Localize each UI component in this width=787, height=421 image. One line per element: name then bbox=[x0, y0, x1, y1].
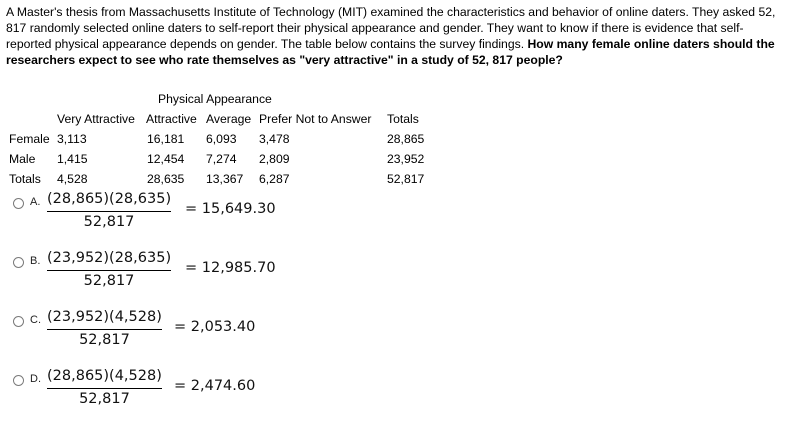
option-result: = 2,474.60 bbox=[174, 378, 256, 394]
row-label-male: Male bbox=[9, 152, 36, 166]
table-cell: 16,181 bbox=[147, 132, 185, 146]
question-body: A Master's thesis from Massachusetts Institute of Technology (MIT) examined the characteristics and behavior of online daters. They asked 52, 817 randomly selected online daters to self-report their physical appearance and gender. They want to know if there is evidence that self-reported physical appearance depends on gender. The table below contains the survey findings. bbox=[6, 5, 776, 51]
option-letter: A. bbox=[30, 196, 41, 208]
table-title: Physical Appearance bbox=[158, 92, 272, 106]
option-result: = 2,053.40 bbox=[174, 319, 256, 335]
table-cell: 52,817 bbox=[387, 172, 425, 186]
fraction bbox=[47, 190, 171, 232]
table-cell: 12,454 bbox=[147, 152, 185, 166]
fraction-bar bbox=[47, 388, 162, 389]
header-totals: Totals bbox=[387, 112, 419, 126]
fraction bbox=[47, 249, 171, 291]
numerator: (28,865)(4,528) bbox=[47, 368, 162, 384]
header-very-attractive: Very Attractive bbox=[57, 112, 135, 126]
option-result: = 12,985.70 bbox=[185, 260, 276, 276]
option-result: = 15,649.30 bbox=[185, 201, 276, 217]
fraction-bar bbox=[47, 329, 162, 330]
numerator: (23,952)(28,635) bbox=[47, 250, 172, 266]
fraction-bar bbox=[47, 270, 171, 271]
table-cell: 23,952 bbox=[387, 152, 425, 166]
table-cell: 7,274 bbox=[206, 152, 237, 166]
table-cell: 13,367 bbox=[206, 172, 244, 186]
fraction bbox=[47, 308, 162, 350]
fraction bbox=[47, 367, 162, 409]
header-prefer-not: Prefer Not to Answer bbox=[259, 112, 372, 126]
option-letter: B. bbox=[30, 255, 41, 267]
option-d[interactable] bbox=[13, 368, 313, 421]
question-prompt: How many female online daters should the researchers expect to see who rate themselves as "very attractive" in a study of 52, 817 people? bbox=[6, 37, 775, 67]
option-a[interactable] bbox=[13, 191, 313, 244]
table-cell: 3,478 bbox=[259, 132, 290, 146]
radio-button-a[interactable] bbox=[13, 198, 24, 209]
option-letter: C. bbox=[30, 314, 41, 326]
table-cell: 1,415 bbox=[57, 152, 88, 166]
radio-button-b[interactable] bbox=[13, 257, 24, 268]
row-label-female: Female bbox=[9, 132, 50, 146]
denominator: 52,817 bbox=[83, 273, 135, 289]
denominator: 52,817 bbox=[79, 332, 130, 348]
option-c[interactable] bbox=[13, 309, 313, 362]
table-cell: 6,287 bbox=[259, 172, 290, 186]
table-cell: 28,635 bbox=[147, 172, 185, 186]
radio-button-d[interactable] bbox=[13, 375, 24, 386]
table-cell: 4,528 bbox=[57, 172, 88, 186]
row-label-totals: Totals bbox=[9, 172, 41, 186]
table-cell: 28,865 bbox=[387, 132, 425, 146]
option-letter: D. bbox=[30, 373, 41, 385]
option-b[interactable] bbox=[13, 250, 313, 303]
denominator: 52,817 bbox=[83, 214, 135, 230]
table-cell: 6,093 bbox=[206, 132, 237, 146]
question-text bbox=[6, 4, 781, 68]
denominator: 52,817 bbox=[79, 391, 130, 407]
numerator: (28,865)(28,635) bbox=[47, 191, 172, 207]
radio-button-c[interactable] bbox=[13, 316, 24, 327]
header-attractive: Attractive bbox=[146, 112, 197, 126]
fraction-bar bbox=[47, 211, 171, 212]
table-cell: 3,113 bbox=[57, 132, 87, 146]
header-average: Average bbox=[206, 112, 252, 126]
table-cell: 2,809 bbox=[259, 152, 290, 166]
numerator: (23,952)(4,528) bbox=[47, 309, 162, 325]
